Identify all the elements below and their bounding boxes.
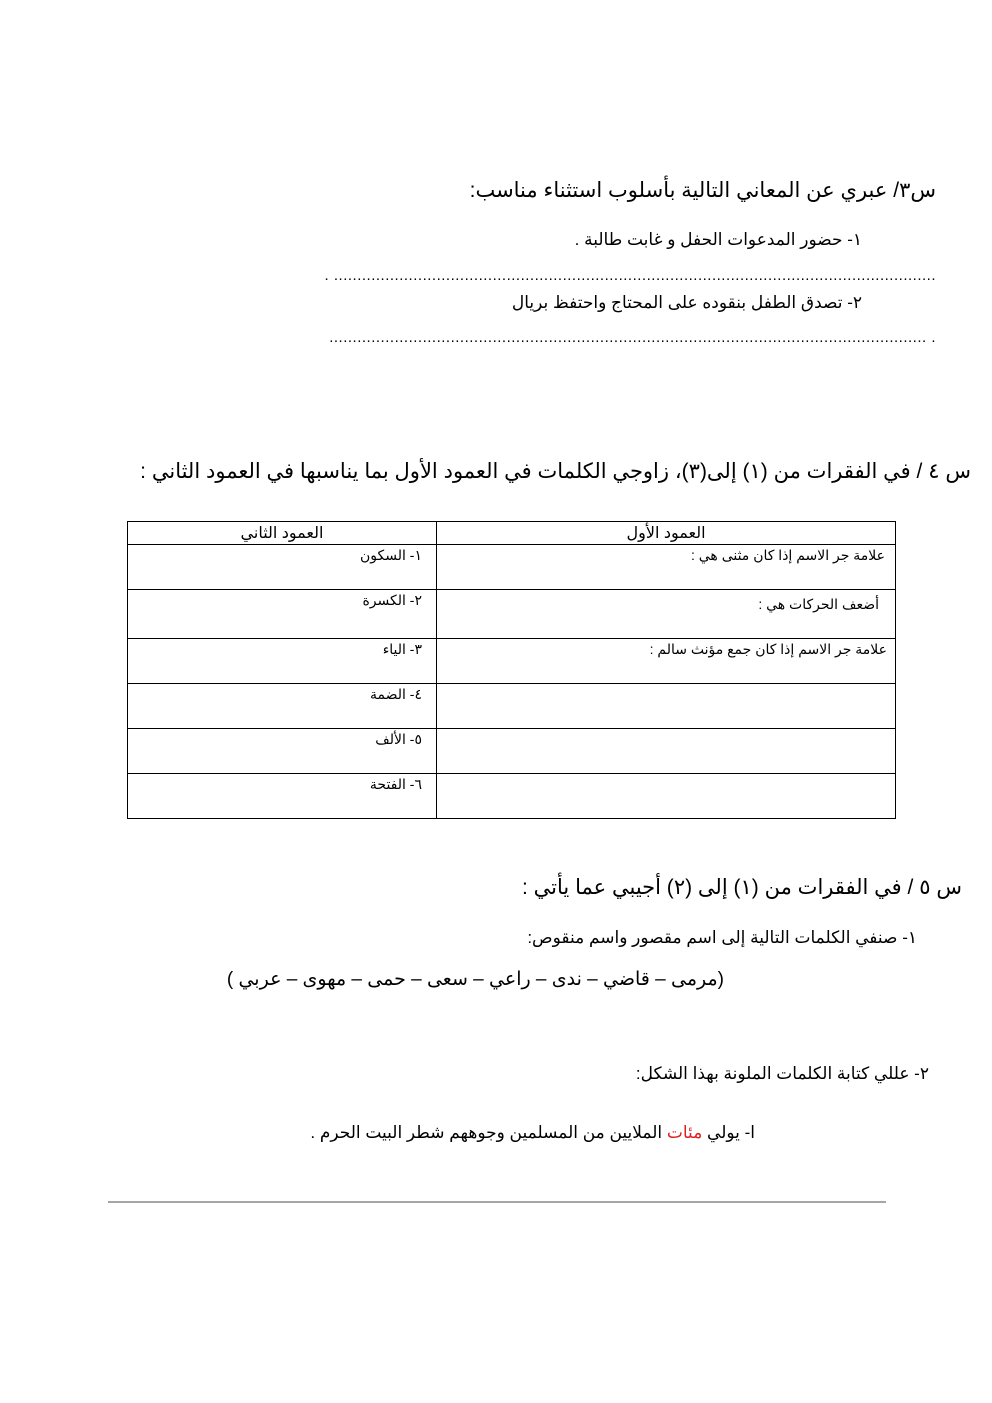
q5-word-list: (مرمى – قاضي – ندى – راعي – سعى – حمى – مهوى – عربي ) [226, 969, 724, 990]
second-column-cell: ٦- الفتحة [128, 774, 437, 819]
q5-item-2: ٢- عللي كتابة الكلمات الملونة بهذا الشكل: [635, 1064, 929, 1083]
colored-word: مئات [666, 1123, 703, 1142]
table-row [128, 545, 896, 590]
first-column-cell [437, 774, 896, 819]
sentence-part-after: الملايين من المسلمين وجوههم شطر البيت الحرم . [310, 1123, 667, 1142]
second-column-cell: ١- السكون [128, 545, 437, 590]
first-column-cell [437, 684, 896, 729]
sentence-part-before: ا- يولي [702, 1123, 755, 1142]
q3-item-1: ١- حضور المدعوات الحفل و غابت طالبة . [574, 230, 862, 249]
second-column-cell: ٢- الكسرة [128, 590, 437, 639]
q4-title: س ٤ / في الفقرات من (١) إلى(٣)، زاوجي الكلمات في العمود الأول بما يناسبها في العمود الثاني : [140, 460, 971, 483]
matching-table [127, 521, 896, 819]
header-column-first: العمود الأول [437, 522, 896, 545]
first-column-cell: علامة جر الاسم إذا كان مثنى هي : [437, 545, 896, 590]
q3-title: س٣/ عبري عن المعاني التالية بأسلوب استثناء مناسب: [469, 179, 936, 202]
q3-item-2: ٢- تصدق الطفل بنقوده على المحتاج واحتفظ بريال [511, 293, 862, 312]
second-column-cell: ٥- الألف [128, 729, 437, 774]
table-row [128, 684, 896, 729]
table-row [128, 590, 896, 639]
answer-line [108, 1201, 886, 1203]
table-row [128, 729, 896, 774]
table-row [128, 639, 896, 684]
first-column-cell: أضعف الحركات هي : [437, 590, 896, 639]
second-column-cell: ٣- الياء [128, 639, 437, 684]
header-column-second: العمود الثاني [128, 522, 437, 545]
first-column-cell: علامة جر الاسم إذا كان جمع مؤنث سالم : [437, 639, 896, 684]
table-row [128, 774, 896, 819]
q3-answer-line-1: ................................................................................................................................. . [324, 267, 936, 284]
first-column-cell [437, 729, 896, 774]
q5-title: س ٥ / في الفقرات من (١) إلى (٢) أجيبي عما يأتي : [521, 876, 962, 899]
q3-answer-line-2: . ................................................................................................................................ [329, 329, 936, 346]
second-column-cell: ٤- الضمة [128, 684, 437, 729]
q5-sentence [310, 1123, 755, 1143]
q5-item-1: ١- صنفي الكلمات التالية إلى اسم مقصور واسم منقوص: [527, 928, 917, 947]
